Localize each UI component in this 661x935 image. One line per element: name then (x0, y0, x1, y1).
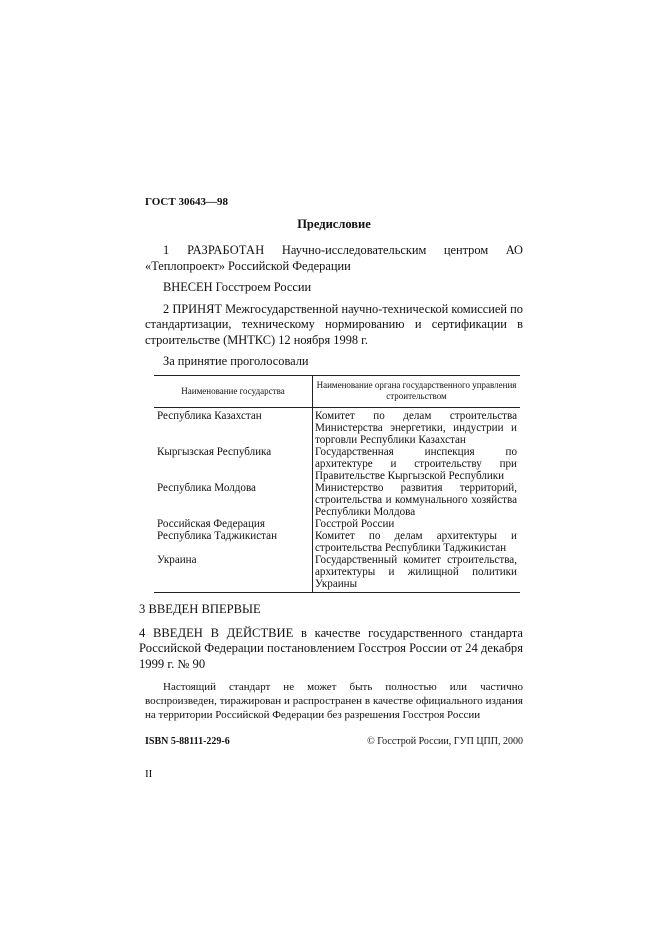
developed-paragraph (145, 243, 523, 274)
table-header-row (154, 376, 520, 408)
introduced-lead: ВНЕСЕН (163, 280, 213, 294)
first-time-section: 3 ВВЕДЕН ВПЕРВЫЕ (139, 602, 261, 616)
adopted-text: Межгосударственной научно-технической комиссией по стандартизации, техническому нормированию и сертификации в строительстве (МНТКС) 12 ноября 1998 г. (145, 301, 523, 347)
body-cell: Госстрой России (315, 518, 395, 530)
column-header-state: Наименование государства (154, 376, 313, 408)
document-code: ГОСТ 30643—98 (145, 196, 228, 208)
table-row (154, 530, 520, 554)
developed-lead: 1 РАЗРАБОТАН (163, 243, 265, 257)
table-row (154, 446, 520, 482)
body-cell: Комитет по делам строительства Министерства энергетики, индустрии и торговли Республики Казахстан (315, 410, 517, 446)
body-cell: Министерство развития территорий, строительства и коммунального хозяйства Республики Молдова (315, 482, 517, 518)
effective-section (139, 626, 523, 673)
column-header-body: Наименование органа государственного управления строительством (313, 376, 521, 408)
page-title: Предисловие (297, 217, 371, 231)
introduced-paragraph (145, 280, 523, 296)
body-cell: Государственная инспекция по архитектуре и строительству при Правительстве Кыргызской Республики (315, 446, 517, 482)
state-cell: Российская Федерация (154, 518, 313, 530)
table-row (154, 554, 520, 593)
state-cell: Кыргызская Республика (154, 446, 313, 482)
page-number: II (145, 768, 153, 780)
voted-caption: За принятие проголосовали (163, 354, 309, 368)
effective-lead: 4 ВВЕДЕН В ДЕЙСТВИЕ (139, 625, 294, 640)
introduced-text: Госстроем России (212, 280, 312, 294)
developed-text: Научно-исследовательским центром АО «Теплопроект» Российской Федерации (145, 243, 523, 273)
adopted-paragraph (145, 302, 523, 349)
body-cell: Комитет по делам архитектуры и строительства Республики Таджикистан (315, 530, 517, 554)
effective-text: в качестве государственного стандарта Российской Федерации постановлением Госстроя России от 24 декабря 1999 г. № 90 (139, 625, 523, 671)
reproduction-notice: Настоящий стандарт не может быть полностью или частично воспроизведен, тиражирован и распространен в качестве официального издания на территории Российской Федерации без разрешения Госстроя России (145, 681, 523, 721)
document-page (139, 196, 523, 780)
footer (145, 736, 523, 747)
body-cell: Государственный комитет строительства, архитектуры и жилищной политики Украины (313, 554, 521, 593)
isbn: ISBN 5-88111-229-6 (145, 736, 230, 747)
table-row (154, 518, 520, 530)
adopted-lead: 2 ПРИНЯТ (163, 301, 222, 316)
voting-states-table (154, 375, 520, 593)
table-row (154, 408, 520, 447)
state-cell: Украина (154, 554, 313, 593)
table-row (154, 482, 520, 518)
state-cell: Республика Таджикистан (154, 530, 313, 554)
state-cell: Республика Молдова (154, 482, 313, 518)
state-cell: Республика Казахстан (154, 408, 313, 447)
copyright: © Госстрой России, ГУП ЦПП, 2000 (367, 736, 523, 747)
